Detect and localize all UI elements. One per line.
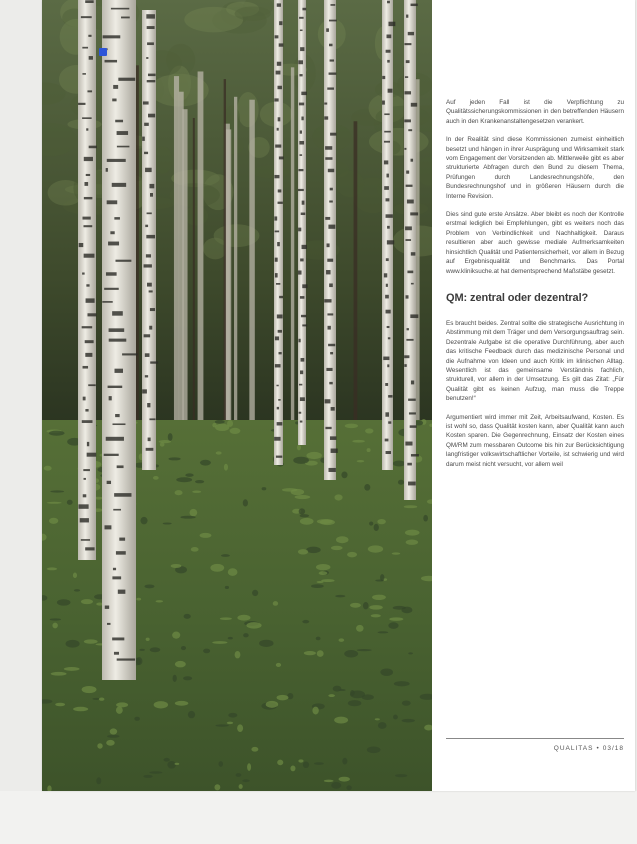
- footer-separator: •: [596, 745, 600, 752]
- paragraph-4: Es braucht beides. Zentral sollte die strategische Ausrichtung in Abstimmung mit dem Träger und dem Versorgungsauftrag sein. Dezentrale Aufgabe ist die operative Durchführung, aber auch das kritische Feedback durch das medizinische Personal und die Aufnahme von Ideen und auch Kritik im klinischen Alltag. Wesentlich ist das gemeinsame Verständnis fachlich, strukturell, vor allem in der Umsetzung. Es gilt das Zitat: „Für Qualität gibt es keinen Aufzug, man muss die Treppe benutzen!“: [446, 319, 624, 403]
- page-footer: [446, 738, 624, 752]
- magazine-page: [42, 0, 635, 791]
- paragraph-2: In der Realität sind diese Kommissionen zumeist einheitlich besetzt und hängen in ihrer Ausprägung und Wirksamkeit stark vom Engagement der Vorsitzenden ab. Mittlerweile gibt es aber strukturierte Abfragen durch den Bund zu diesem Thema, Prüfungen durch Landesrechnungshöfe, den Bundesrechnungshof und in größeren Häusern durch die Interne Revision.: [446, 136, 624, 200]
- paragraph-5: Argumentiert wird immer mit Zeit, Arbeitsaufwand, Kosten. Es ist wohl so, dass Qualität kosten kann, aber Qualität kann auch Kosten sparen. Die Gegenrechnung, Einsatz der Kosten eines QM/RM zum messbaren Outcome bis hin zur Berücksichtigung langfristiger volkswirtschaftlicher Vorteile, ist schwierig und wird darum meist nicht versucht, vor allem weil: [446, 413, 624, 468]
- magazine-name: QUALITAS: [553, 745, 594, 752]
- section-heading: QM: zentral oder dezentral?: [446, 291, 589, 304]
- paragraph-3: Dies sind gute erste Ansätze. Aber bleibt es noch der Kontrolle erstmal lediglich bei Empfehlungen, gibt es weiters noch das Problem von Verbindlichkeit und Nachhaltigkeit. Daraus resultieren aber auch gewisse mediale Aufmerksamkeiten hinsichtlich Qualität und Patientensicherheit, vor allem in Bezug auf Ergebnisqualität und Benchmarks. Das Portal www.kliniksuche.at hat dementsprechend Maßstäbe gesetzt.: [446, 211, 624, 275]
- paragraph-1: Auf jeden Fall ist die Verpflichtung zu Qualitätssicherungskommissionen in den betreffenden Häusern auch in den Krankenanstaltengesetzen verankert.: [446, 99, 624, 125]
- page-number: 03/18: [602, 745, 624, 752]
- scan-background: [0, 791, 637, 844]
- article-text-column: [446, 98, 624, 478]
- blue-marker: [99, 48, 107, 56]
- birch-forest-photo: [42, 0, 432, 791]
